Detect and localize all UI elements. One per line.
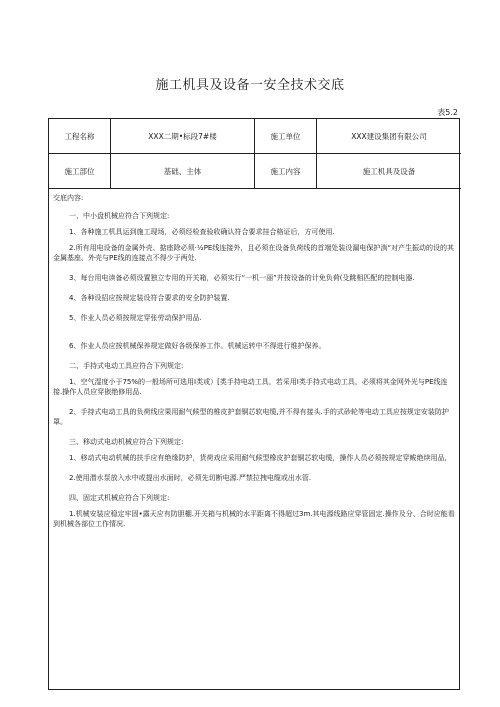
section-1-item-5: 5、作业人员必须按规定穿张劳动保护用品. bbox=[69, 314, 202, 322]
project-name-value: XXX二期•标段7#楼 bbox=[111, 119, 255, 154]
construction-unit-label: 施工单位 bbox=[255, 119, 317, 154]
section-1-heading: 一、中小盘机械应符合下列规定: bbox=[69, 212, 170, 220]
page-title: 施工机具及设备一安全技术交底 bbox=[155, 78, 345, 93]
disclosure-content bbox=[49, 189, 459, 529]
section-2-item-1: 1、空气湿度小于75%的一般场所可选用I类或）[类手持电动工具，若采用I类手持式电动工具，必须将其金网外光与PE线连接.操作人员应穿嵌绝修用品. bbox=[53, 378, 448, 396]
section-3-heading: 三、移动式电动机械应符合下列规定: bbox=[69, 438, 184, 446]
header-grid bbox=[49, 119, 459, 189]
section-1-item-6: 6、作业人员应按机械保养规定做好各级保养工作。机械运转中不得进行维护保养。 bbox=[69, 342, 326, 350]
table-number: 表5.2 bbox=[437, 108, 458, 117]
construction-unit-value: XXX建设集团有限公司 bbox=[317, 119, 461, 154]
construction-content-value: 施工机具及设备 bbox=[317, 154, 461, 189]
section-3-item-1: 1、移动式电动机械的扶手应有绝缘防护，货荷戏应采用耐气候型橡皮护套铜芯软电缆，操作人员必须按规定穿鲅绝续用品， bbox=[69, 454, 452, 462]
section-2-item-2: 2、手持式电动工具的负荷线应果用耐气候型的椎皮护套铜芯软电缆,并不得有接头.手的式砂轮等电动工具应按规定安装防护罩。 bbox=[53, 408, 449, 426]
section-3-item-2: 2.使用潜水泵放入水中或提出水面时，必须先切断电源.严禁拉拽电缆或出水管. bbox=[69, 474, 312, 482]
section-1-item-2: 2.所有用电设备的金属外壳、掂座除必须·½PE线连接外，且必须在设备负荷线的首端处装设漏电保护淌“对产生振动的设的其金属基座、外壳与PE线的连接点不得少于两处. bbox=[53, 244, 454, 262]
section-2-heading: 二、手持式电动工具应符合下列规定: bbox=[69, 362, 184, 370]
section-4-heading: 四、固定式机械应符合下列规定: bbox=[69, 494, 170, 502]
section-4-item-1: 1.机械安装应稳定牢固•露天应有防胆棚.开关箱与机械的水平距离不得超过3m.其电源线路应穿管固定.操作及分、合时应能看到机械各部位工作情况. bbox=[53, 510, 455, 528]
construction-part-value: 基础、主体 bbox=[111, 154, 255, 189]
project-name-label: 工程名称 bbox=[49, 119, 111, 154]
construction-part-label: 施工部位 bbox=[49, 154, 111, 189]
construction-content-label: 施工内容 bbox=[255, 154, 317, 189]
content-lead: 交底内容: bbox=[53, 194, 84, 202]
section-1-item-3: 3、每台用电读备必须设置独立专用的开关箱，必须实行“一机一丽”并按设备的计免负荷(殳跳相匹配的控制电器. bbox=[69, 274, 415, 282]
section-1-item-1: 1、各种施工机具运到施工现场，必须经检查验收确认符合要求挂合格证后，方可使用. bbox=[69, 228, 335, 236]
section-1-item-4: 4、各种设招应按规定装设符合要求的安全防护装置. bbox=[69, 294, 230, 302]
disclosure-sheet bbox=[48, 118, 460, 690]
